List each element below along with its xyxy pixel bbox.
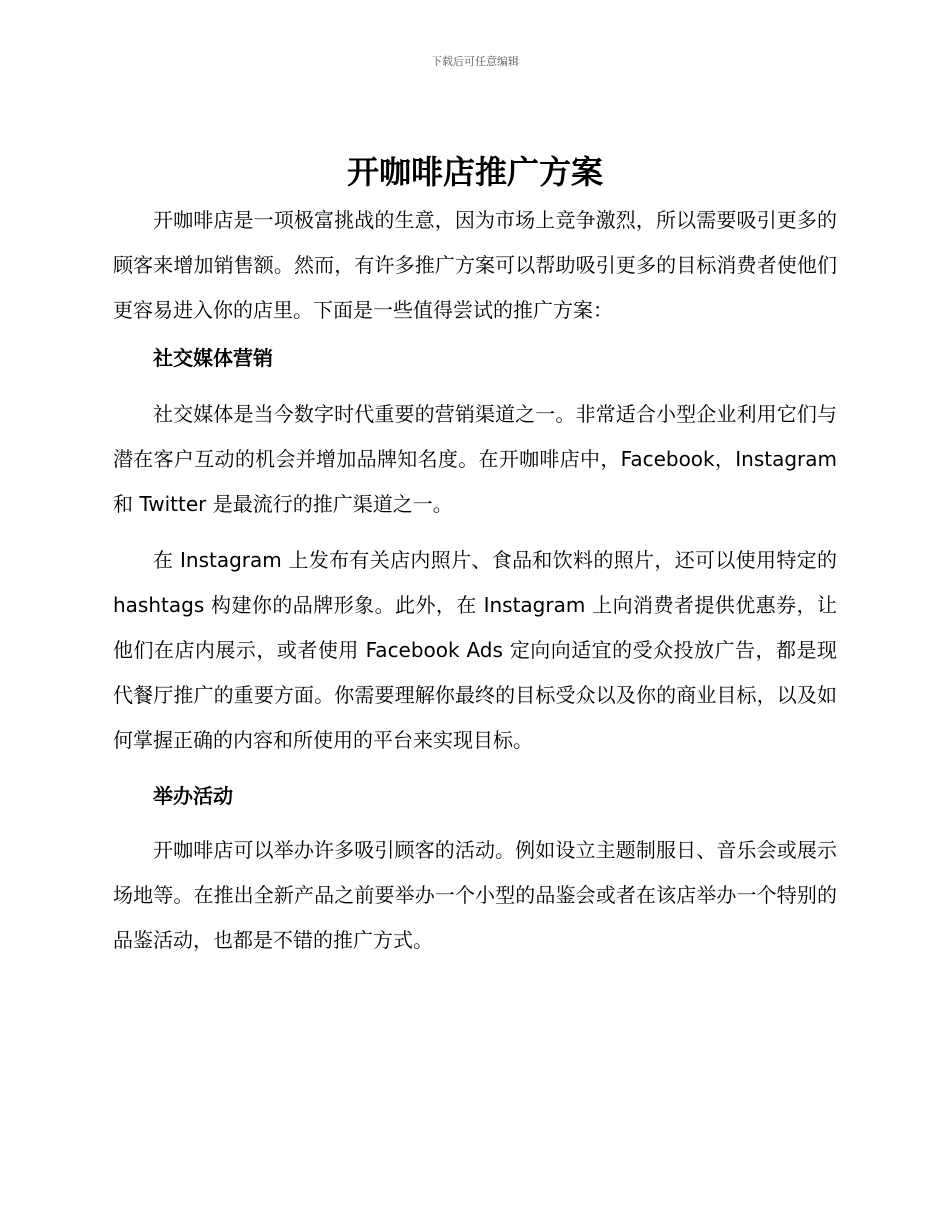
section-heading-social-media: 社交媒体营销 <box>153 346 273 370</box>
events-paragraph-1: 开咖啡店可以举办许多吸引顾客的活动。例如设立主题制服日、音乐会或展示场地等。在推出全新产品之前要举办一个小型的品鉴会或者在该店举办一个特别的品鉴活动，也都是不错的推广方式。 <box>113 838 837 952</box>
document-title: 开咖啡店推广方案 <box>346 153 603 191</box>
intro-paragraph: 开咖啡店是一项极富挑战的生意，因为市场上竞争激烈，所以需要吸引更多的顾客来增加销售额。然而，有许多推广方案可以帮助吸引更多的目标消费者使他们更容易进入你的店里。下面是一些值得尝试的推广方案： <box>113 208 837 322</box>
page-header-note: 下载后可任意编辑 <box>431 55 519 68</box>
document-body <box>113 198 837 963</box>
social-media-paragraph-1: 社交媒体是当今数字时代重要的营销渠道之一。非常适合小型企业利用它们与潜在客户互动的机会并增加品牌知名度。在开咖啡店中，Facebook，Instagram 和 Twitter 是最流行的推广渠道之一。 <box>113 402 837 516</box>
section-heading-events: 举办活动 <box>153 784 233 808</box>
social-media-paragraph-2: 在 Instagram 上发布有关店内照片、食品和饮料的照片，还可以使用特定的 hashtags 构建你的品牌形象。此外，在 Instagram 上向消费者提供优惠券，让他们在店内展示，或者使用 Facebook Ads 定向向适宜的受众投放广告，都是现代餐厅推广的重要方面。你需要理解你最终的目标受众以及你的商业目标，以及如何掌握正确的内容和所使用的平台来实现目标。 <box>113 548 837 752</box>
